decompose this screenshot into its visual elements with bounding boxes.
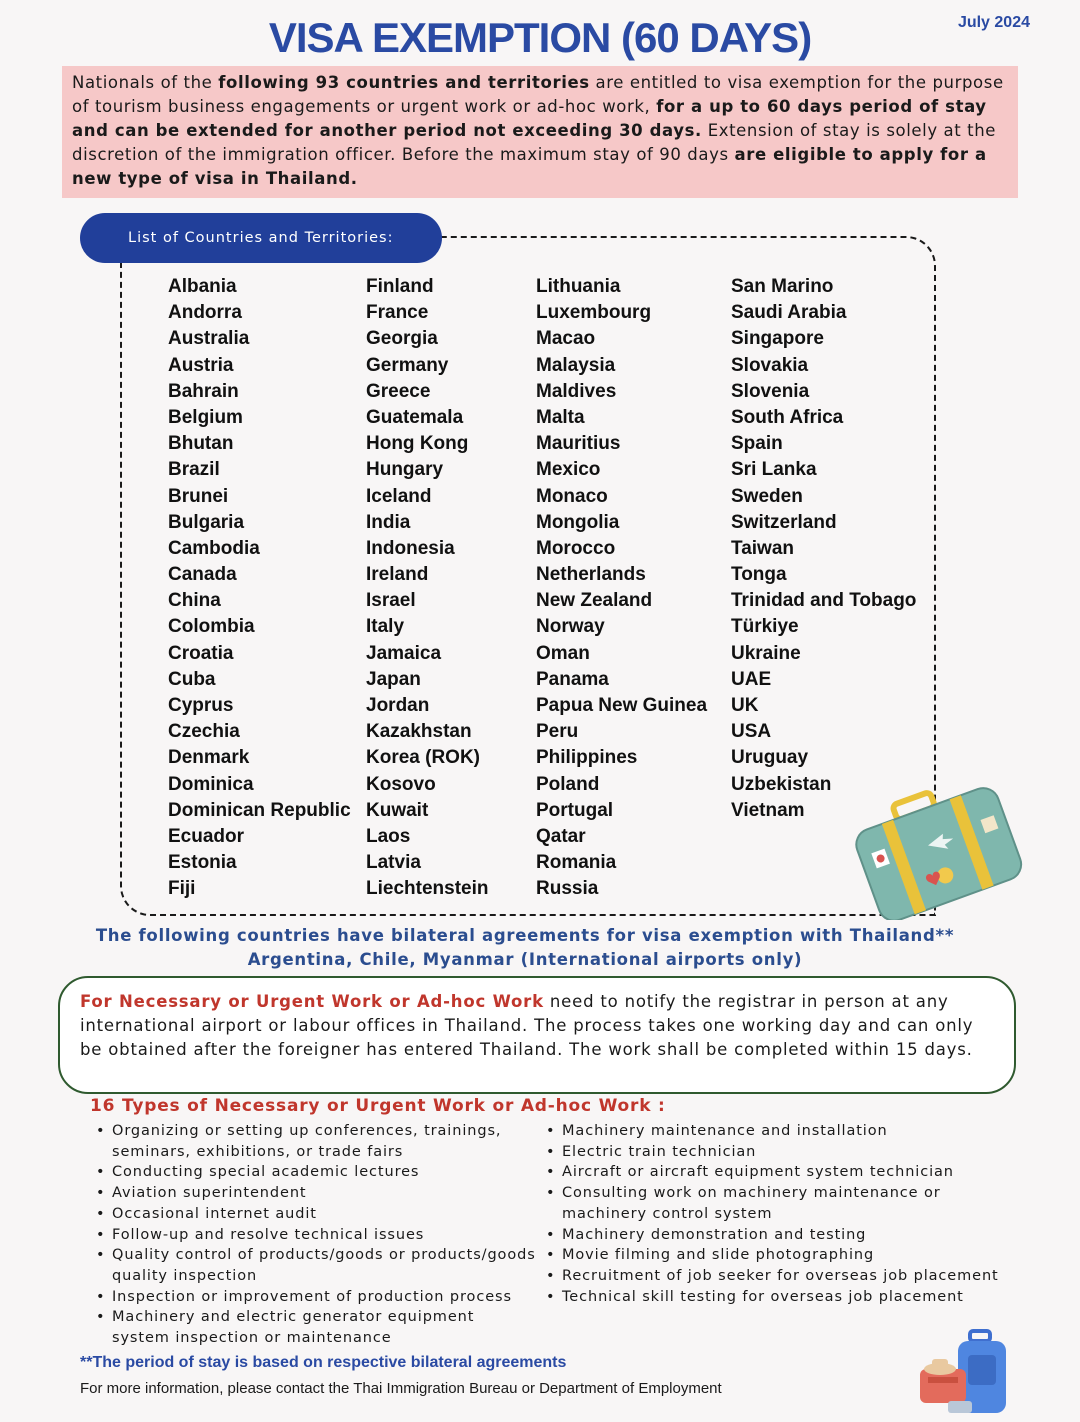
country-item: Portugal bbox=[536, 799, 614, 821]
country-item: Ireland bbox=[366, 564, 429, 586]
country-item: Guatemala bbox=[366, 406, 464, 428]
work-type-item: • Inspection or improvement of production process bbox=[96, 1287, 536, 1308]
country-item: Latvia bbox=[366, 852, 421, 874]
country-item: Malaysia bbox=[536, 354, 616, 376]
country-item: Oman bbox=[536, 642, 590, 664]
country-item: Peru bbox=[536, 721, 579, 743]
intro-text-3: Extension of stay is solely at the discretion of the immigration officer. Before the maximum stay of 90 days bbox=[72, 121, 997, 164]
country-item: Lithuania bbox=[536, 276, 621, 297]
country-item: USA bbox=[731, 721, 772, 743]
work-type-item: • Occasional internet audit bbox=[96, 1204, 536, 1225]
country-item: Denmark bbox=[168, 747, 250, 769]
country-column-3 bbox=[536, 274, 707, 903]
country-item: Laos bbox=[366, 825, 411, 847]
contact-info: For more information, please contact the Thai Immigration Bureau or Department of Employment bbox=[80, 1380, 722, 1397]
work-type-item: • Aviation superintendent bbox=[96, 1183, 536, 1204]
country-item: Canada bbox=[168, 564, 237, 586]
country-item: Romania bbox=[536, 852, 617, 874]
country-item: Colombia bbox=[168, 616, 255, 638]
country-item: Germany bbox=[366, 354, 449, 376]
bilateral-note bbox=[0, 924, 1050, 972]
work-type-item: • Machinery demonstration and testing bbox=[546, 1225, 1006, 1246]
urgent-work-box bbox=[58, 976, 1016, 1094]
country-item: Brazil bbox=[168, 459, 220, 481]
work-type-item: • Recruitment of job seeker for overseas job placement bbox=[546, 1266, 1006, 1287]
date-label: July 2024 bbox=[957, 14, 1030, 31]
intro-text-1: Nationals of the bbox=[72, 73, 219, 92]
country-item: Qatar bbox=[536, 825, 586, 847]
country-list-heading: List of Countries and Territories: bbox=[80, 213, 442, 263]
country-item: Finland bbox=[366, 276, 434, 297]
intro-text-2: are entitled to visa exemption for the purpose of tourism business engagements or urgent work or ad-hoc work, bbox=[72, 73, 1004, 116]
country-item: Greece bbox=[366, 380, 431, 402]
country-item: Papua New Guinea bbox=[536, 695, 708, 716]
country-item: Cambodia bbox=[168, 537, 260, 559]
country-item: Estonia bbox=[168, 852, 237, 874]
country-item: Israel bbox=[366, 590, 416, 612]
country-item: Ukraine bbox=[731, 642, 801, 664]
country-item: Austria bbox=[168, 354, 234, 376]
country-item: Slovenia bbox=[731, 380, 810, 402]
country-item: Uzbekistan bbox=[731, 773, 832, 795]
work-type-item: • Machinery maintenance and installation bbox=[546, 1121, 1006, 1142]
country-item: San Marino bbox=[731, 276, 834, 297]
country-item: Bahrain bbox=[168, 380, 239, 402]
country-item: Kuwait bbox=[366, 799, 429, 821]
country-item: Sri Lanka bbox=[731, 459, 817, 481]
country-item: Maldives bbox=[536, 380, 617, 402]
work-type-item: • Organizing or setting up conferences, trainings, seminars, exhibitions, or trade fairs bbox=[96, 1121, 536, 1162]
country-item: Mauritius bbox=[536, 433, 621, 455]
intro-bold-1: following 93 countries and territories bbox=[218, 73, 590, 92]
work-type-item: • Machinery and electric generator equipment system inspection or maintenance bbox=[96, 1307, 536, 1348]
country-item: South Africa bbox=[731, 406, 844, 428]
work-type-item: • Consulting work on machinery maintenance or machinery control system bbox=[546, 1183, 1006, 1224]
country-item: Saudi Arabia bbox=[731, 302, 847, 324]
country-item: Poland bbox=[536, 773, 600, 795]
urgent-work-heading: For Necessary or Urgent Work or Ad-hoc Work bbox=[80, 992, 544, 1011]
country-item: Croatia bbox=[168, 642, 234, 664]
urgent-work-text: need to notify the registrar in person at any international airport or labour offices in Thailand. The process takes one working day and can only be obtained after the foreigner has entered Thailand. The work shall be completed within 15 days. bbox=[80, 992, 974, 1059]
country-column-2 bbox=[366, 274, 488, 903]
country-item: Cuba bbox=[168, 668, 216, 690]
luggage-icon bbox=[918, 1325, 1018, 1420]
country-item: Morocco bbox=[536, 537, 616, 559]
country-item: Belgium bbox=[168, 406, 243, 428]
country-item: Andorra bbox=[168, 302, 242, 324]
country-item: New Zealand bbox=[536, 590, 653, 612]
work-type-item: • Conducting special academic lectures bbox=[96, 1162, 536, 1183]
country-item: Mexico bbox=[536, 459, 601, 481]
country-item: Hungary bbox=[366, 459, 444, 481]
country-item: China bbox=[168, 590, 221, 612]
country-item: Japan bbox=[366, 668, 421, 690]
work-type-item: • Quality control of products/goods or products/goods quality inspection bbox=[96, 1245, 536, 1286]
country-item: Türkiye bbox=[731, 616, 799, 638]
country-item: India bbox=[366, 511, 411, 533]
country-item: Malta bbox=[536, 406, 585, 428]
work-types-title: 16 Types of Necessary or Urgent Work or Ad-hoc Work : bbox=[90, 1096, 666, 1116]
intro-bold-2: for a up to 60 days period of stay and can be extended for another period not exceeding 30 days. bbox=[72, 97, 987, 140]
country-item: Trinidad and Tobago bbox=[731, 590, 917, 612]
country-item: Australia bbox=[168, 328, 250, 350]
country-item: Jamaica bbox=[366, 642, 442, 664]
country-item: Kazakhstan bbox=[366, 721, 472, 743]
country-item: Monaco bbox=[536, 485, 608, 507]
intro-bold-3: are eligible to apply for a new type of visa in Thailand. bbox=[72, 145, 987, 188]
country-item: Liechtenstein bbox=[366, 878, 489, 900]
country-item: Dominica bbox=[168, 773, 254, 795]
country-item: Bhutan bbox=[168, 433, 234, 455]
country-item: Netherlands bbox=[536, 564, 646, 586]
country-item: Ecuador bbox=[168, 825, 245, 847]
country-item: Russia bbox=[536, 878, 599, 900]
country-item: Cyprus bbox=[168, 695, 234, 716]
country-item: Jordan bbox=[366, 695, 430, 716]
country-item: Kosovo bbox=[366, 773, 436, 795]
country-item: Luxembourg bbox=[536, 302, 652, 324]
country-item: Sweden bbox=[731, 485, 803, 507]
work-type-item: • Aircraft or aircraft equipment system technician bbox=[546, 1162, 1006, 1183]
footnote: **The period of stay is based on respective bilateral agreements bbox=[80, 1354, 567, 1371]
country-item: Switzerland bbox=[731, 511, 837, 533]
country-item: UAE bbox=[731, 668, 772, 690]
work-types-left-list bbox=[96, 1121, 536, 1349]
country-item: Albania bbox=[168, 276, 237, 297]
country-item: Italy bbox=[366, 616, 405, 638]
country-item: Spain bbox=[731, 433, 783, 455]
country-item: Hong Kong bbox=[366, 433, 469, 455]
intro-paragraph bbox=[62, 66, 1018, 198]
country-item: Dominican Republic bbox=[168, 799, 351, 821]
country-item: Iceland bbox=[366, 485, 432, 507]
country-item: Bulgaria bbox=[168, 511, 245, 533]
bilateral-line-1: The following countries have bilateral agreements for visa exemption with Thailand** bbox=[95, 926, 955, 945]
country-item: Taiwan bbox=[731, 537, 794, 559]
country-item: Brunei bbox=[168, 485, 229, 507]
country-item: Fiji bbox=[168, 878, 196, 900]
country-item: Mongolia bbox=[536, 511, 620, 533]
country-item: Korea (ROK) bbox=[366, 747, 481, 769]
country-item: France bbox=[366, 302, 429, 324]
country-column-1 bbox=[168, 274, 351, 903]
work-types-right-list bbox=[546, 1121, 1006, 1307]
country-item: Norway bbox=[536, 616, 605, 638]
suitcase-icon bbox=[850, 780, 1030, 920]
country-item: Panama bbox=[536, 668, 609, 690]
country-item: Czechia bbox=[168, 721, 240, 743]
bilateral-line-2: Argentina, Chile, Myanmar (International airports only) bbox=[247, 950, 803, 969]
work-type-item: • Follow-up and resolve technical issues bbox=[96, 1225, 536, 1246]
country-item: Georgia bbox=[366, 328, 438, 350]
country-item: Indonesia bbox=[366, 537, 455, 559]
country-item: Vietnam bbox=[731, 799, 805, 821]
country-column-4 bbox=[731, 274, 916, 824]
country-item: UK bbox=[731, 695, 759, 716]
page-title: VISA EXEMPTION (60 DAYS) bbox=[268, 14, 812, 61]
country-item: Uruguay bbox=[731, 747, 809, 769]
country-item: Singapore bbox=[731, 328, 824, 350]
country-item: Macao bbox=[536, 328, 596, 350]
country-item: Philippines bbox=[536, 747, 638, 769]
work-type-item: • Electric train technician bbox=[546, 1142, 1006, 1163]
work-type-item: • Technical skill testing for overseas job placement bbox=[546, 1287, 1006, 1308]
country-item: Tonga bbox=[731, 564, 787, 586]
work-type-item: • Movie filming and slide photographing bbox=[546, 1245, 1006, 1266]
country-item: Slovakia bbox=[731, 354, 809, 376]
